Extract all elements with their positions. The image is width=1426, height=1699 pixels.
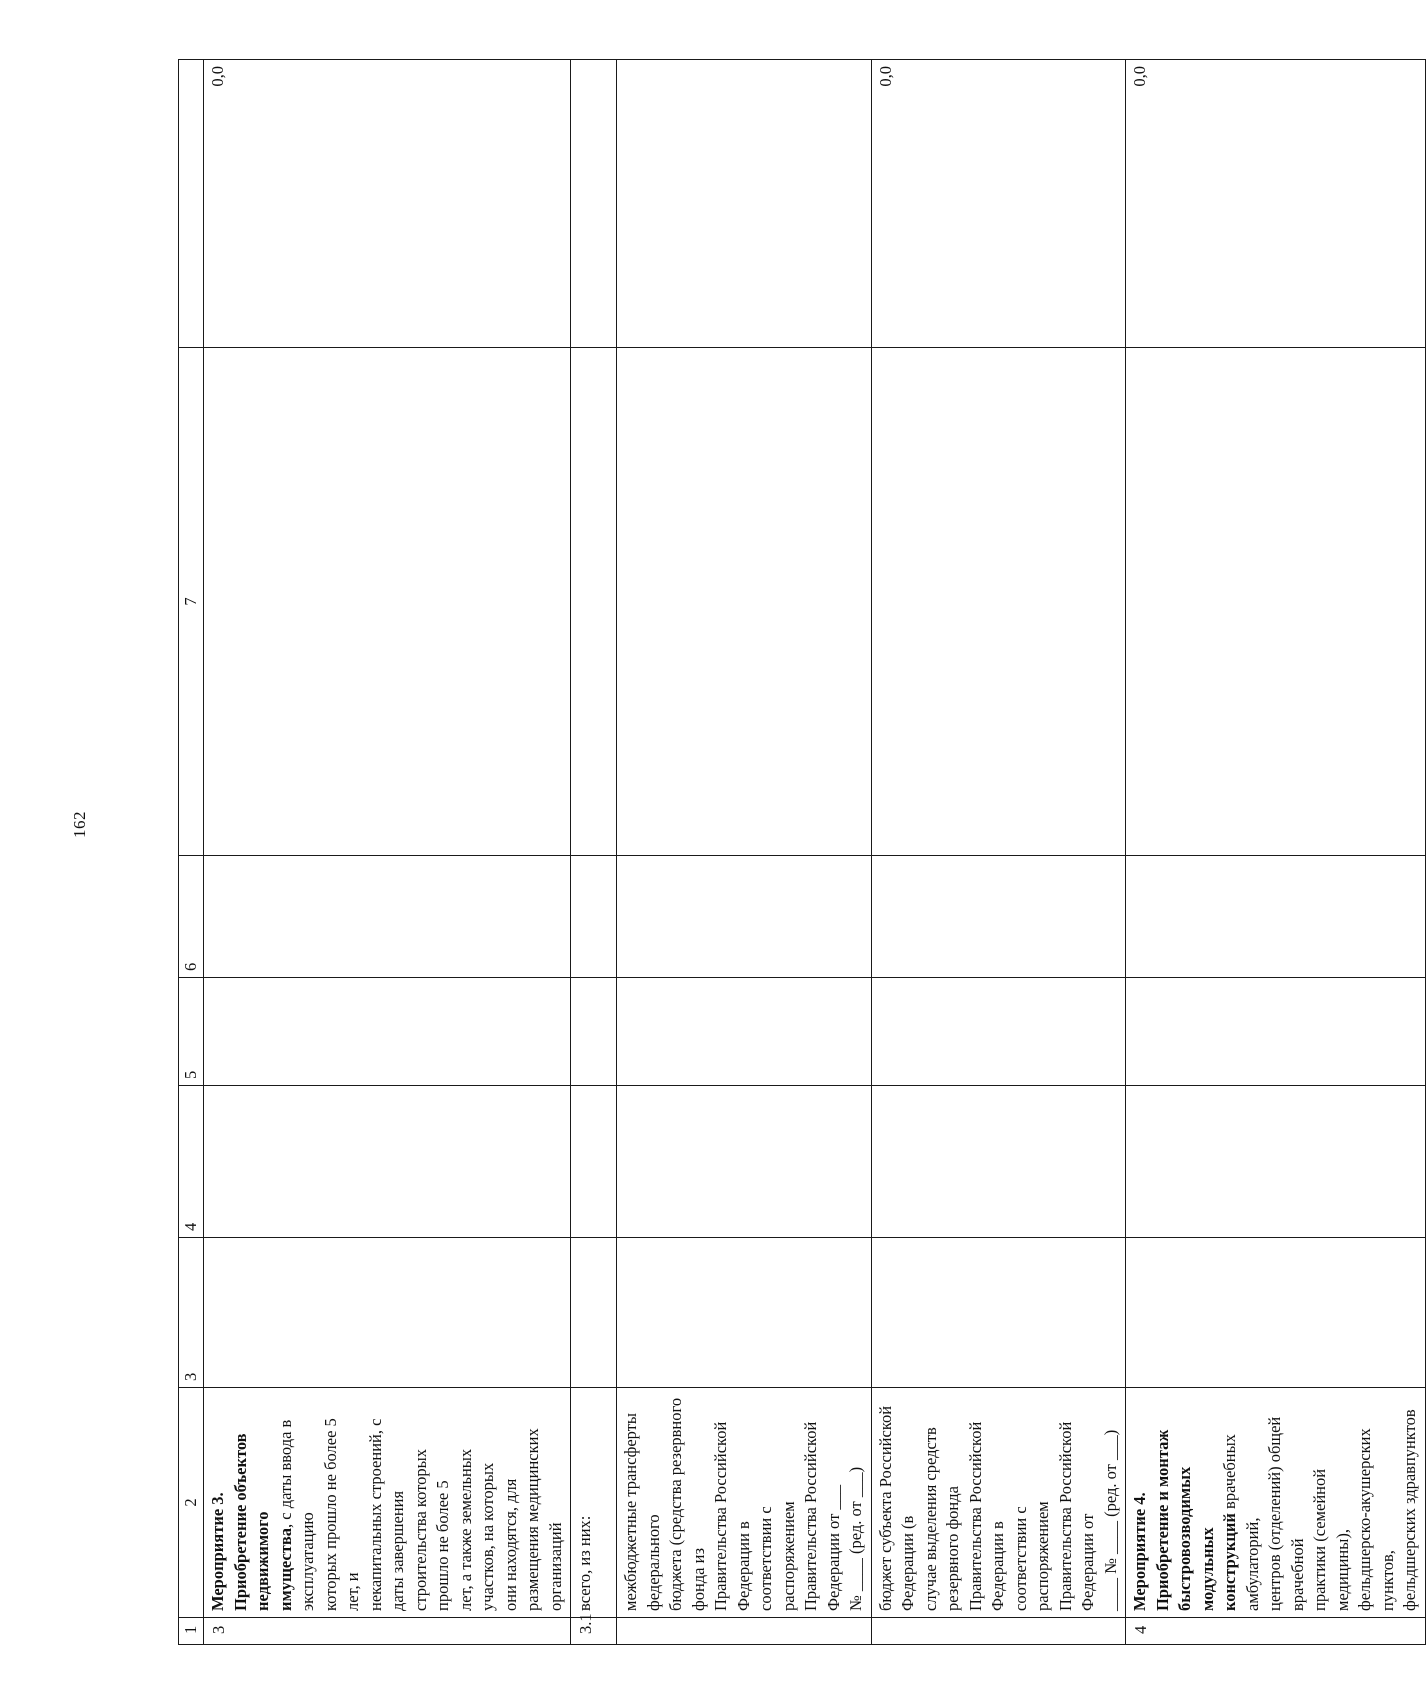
header-col-2: 2	[179, 1388, 204, 1618]
table-cell	[617, 978, 872, 1086]
table-cell	[871, 1086, 1126, 1238]
header-col-1: 1	[179, 1618, 204, 1645]
table-cell	[571, 348, 617, 856]
row-description: всего, из них:	[571, 1388, 617, 1618]
table-row	[571, 60, 617, 1645]
table-cell	[571, 856, 617, 978]
row-number: 3.1	[571, 1618, 617, 1645]
row-title: Мероприятие 3.	[208, 1492, 227, 1611]
row-title: Мероприятие 4.	[1130, 1492, 1149, 1611]
table-cell	[617, 1086, 872, 1238]
header-col-8	[179, 60, 204, 348]
row-value: 0,0	[204, 60, 571, 348]
table-cell	[204, 348, 571, 856]
row-bold-text: Приобретение и монтаж быстровозводимых модульных конструкций	[1152, 1429, 1239, 1611]
row-value	[571, 60, 617, 348]
header-col-6: 6	[179, 856, 204, 978]
header-col-4: 4	[179, 1086, 204, 1238]
row-number: 4	[1126, 1618, 1426, 1645]
table-row	[871, 60, 1126, 1645]
row-text: , с даты ввода в эксплуатацию которых прошло не более 5 лет, и некапитальных строений, с даты завершения строительства которых прошло не более 5 лет, а также земельных участков, на которых они находятся, для размещения медицинских организаций	[275, 1418, 565, 1611]
budget-table	[178, 59, 1426, 1645]
table-row	[1126, 60, 1426, 1645]
table-cell	[1126, 1238, 1426, 1388]
header-col-7: 7	[179, 348, 204, 856]
rotated-table-container	[178, 60, 1419, 1645]
table-cell	[1126, 1086, 1426, 1238]
row-description	[1126, 1388, 1426, 1618]
table-cell	[617, 856, 872, 978]
table-cell	[617, 1238, 872, 1388]
table-cell	[1126, 348, 1426, 856]
table-cell	[1126, 856, 1426, 978]
header-row	[179, 60, 204, 1645]
row-description	[204, 1388, 571, 1618]
row-value	[617, 60, 872, 348]
header-col-3: 3	[179, 1238, 204, 1388]
row-description: межбюджетные трансферты федерального бюджета (средства резервного фонда из Правительства Российской Федерации в соответствии с распоряжением Правительства Российской Федерации от ___ № ____ (ред. от ___)	[617, 1388, 872, 1618]
row-text: врачебных амбулаторий, центров (отделений) общей врачебной практики (семейной медицины), фельдшерско-акушерских пунктов, фельдшерских здравпунктов	[1220, 1409, 1419, 1611]
table-cell	[204, 1086, 571, 1238]
table-cell	[871, 1238, 1126, 1388]
row-value: 0,0	[1126, 60, 1426, 348]
row-bold-text: Приобретение объектов недвижимого имущества	[230, 1433, 295, 1611]
table-cell	[871, 348, 1126, 856]
table-cell	[1126, 978, 1426, 1086]
row-value: 0,0	[871, 60, 1126, 348]
header-col-5: 5	[179, 978, 204, 1086]
table-cell	[571, 1086, 617, 1238]
table-cell	[204, 1238, 571, 1388]
table-cell	[571, 978, 617, 1086]
table-cell	[871, 978, 1126, 1086]
row-number: 3	[204, 1618, 571, 1645]
table-cell	[871, 856, 1126, 978]
table-cell	[571, 1238, 617, 1388]
page-number: 162	[70, 811, 89, 838]
row-number	[617, 1618, 872, 1645]
table-row	[617, 60, 872, 1645]
table-cell	[617, 348, 872, 856]
table-row	[204, 60, 571, 1645]
table-cell	[204, 856, 571, 978]
table-cell	[204, 978, 571, 1086]
row-number	[871, 1618, 1126, 1645]
row-description: бюджет субъекта Российской Федерации (в случае выделения средств резервного фонда Правительства Российской Федерации в соответствии с распоряжением Правительства Российской Федерации от ____ № ____ (ред. от ___)	[871, 1388, 1126, 1618]
